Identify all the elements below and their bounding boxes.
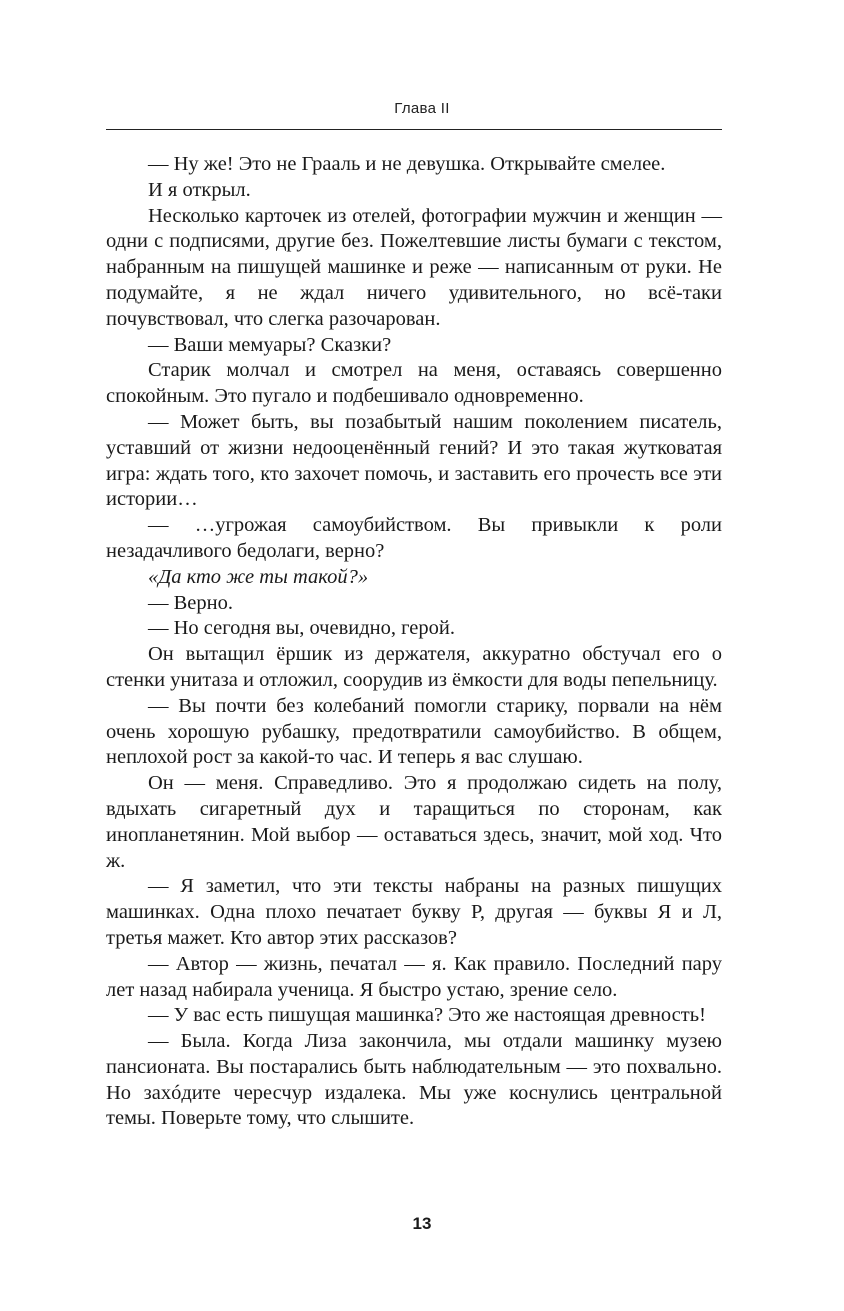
paragraph: — …угрожая самоубийством. Вы привыкли к роли незадачливого бедолаги, верно?: [106, 514, 722, 562]
paragraph: — Автор — жизнь, печатал — я. Как правило. Последний пару лет назад набирала ученица. Я быстро устаю, зрение село.: [106, 952, 722, 1001]
paragraph: Он — меня. Справедливо. Это я продолжаю сидеть на полу, вдыхать сигаретный дух и таращиться по сторонам, как инопланетянин. Мой выбор — оставаться здесь, значит, мой ход. Что ж.: [106, 772, 722, 872]
paragraph: Старик молчал и смотрел на меня, оставаясь совершенно спокойным. Это пугало и подбешивало одновременно.: [106, 359, 722, 408]
paragraph: — Верно.: [148, 591, 233, 614]
paragraph: — Может быть, вы позабытый нашим поколением писатель, уставший от жизни недооценённый гений? И это такая жутковатая игра: ждать того, кто захочет помочь, и заставить его прочесть все эти истории…: [106, 410, 722, 511]
body-text: [106, 152, 722, 1132]
italic-thought: «Да кто же ты такой?»: [148, 565, 369, 588]
paragraph: — Ваши мемуары? Сказки?: [148, 333, 392, 356]
paragraph: — Но сегодня вы, очевидно, герой.: [148, 617, 455, 640]
paragraph: — Ну же! Это не Грааль и не девушка. Открывайте смелее.: [148, 153, 666, 175]
paragraph: — Была. Когда Лиза закончила, мы отдали машинку музею пансионата. Вы постарались быть наблюдательным — это похвально. Но захóдите чересчур издалека. Мы уже коснулись центральной темы. Поверьте тому, что слышите.: [106, 1030, 722, 1130]
paragraph: — Вы почти без колебаний помогли старику, порвали на нём очень хорошую рубашку, предотвратили самоубийство. В общем, неплохой рост за какой-то час. И теперь я вас слушаю.: [106, 694, 722, 769]
paragraph: — У вас есть пишущая машинка? Это же настоящая древность!: [148, 1004, 706, 1027]
running-header: Глава II: [394, 100, 450, 117]
paragraph: И я открыл.: [148, 178, 251, 201]
header-rule: [106, 129, 722, 130]
paragraph: — Я заметил, что эти тексты набраны на разных пишущих машинках. Одна плохо печатает букву Р, другая — буквы Я и Л, третья мажет. Кто автор этих рассказов?: [106, 875, 722, 949]
paragraph: Несколько карточек из отелей, фотографии мужчин и женщин — одни с подписями, другие без. Пожелтевшие листы бумаги с текстом, набранным на пишущей машинке и реже — написанным от руки. Не подумайте, я не ждал ничего удивительного, но всё-таки почувствовал, что слегка разочарован.: [106, 204, 722, 330]
paragraph: Он вытащил ёршик из держателя, аккуратно обстучал его о стенки унитаза и отложил, соорудив из ёмкости для воды пепельницу.: [106, 643, 722, 691]
page-number: 13: [412, 1214, 432, 1233]
